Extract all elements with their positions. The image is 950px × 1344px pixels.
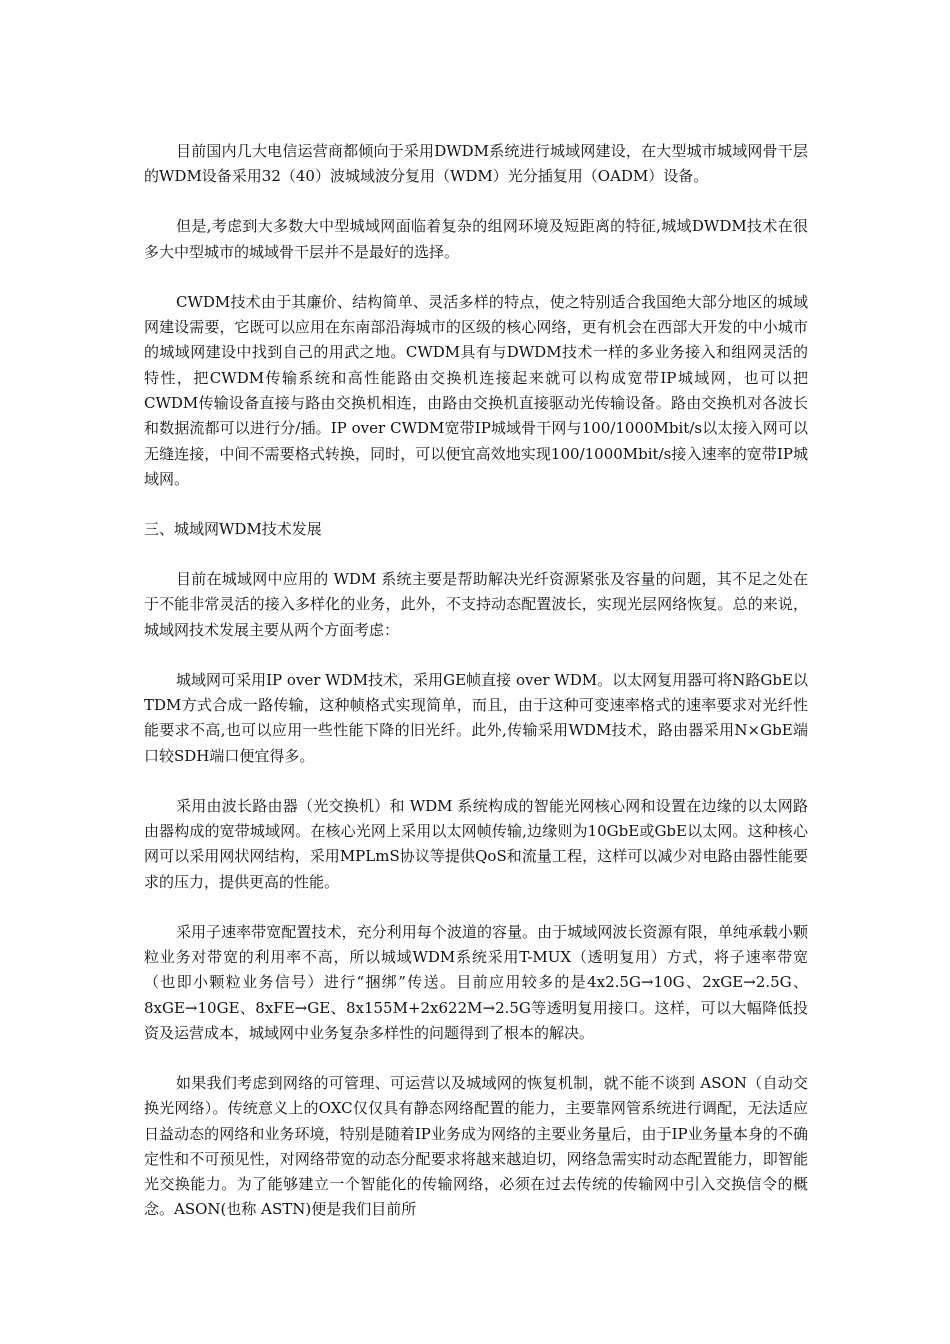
- paragraph-dwdm-adoption: 目前国内几大电信运营商都倾向于采用DWDM系统进行城域网建设，在大型城市城域网骨干层的WDM设备采用32（40）波城域波分复用（WDM）光分插复用（OADM）设备。: [144, 142, 808, 186]
- paragraph-wdm-shortcomings: 目前在城域网中应用的 WDM 系统主要是帮助解决光纤资源紧张及容量的问题，其不足之处在于不能非常灵活的接入多样化的业务，此外，不支持动态配置波长，实现光层网络恢复。总的来说，城域网技术发展主要从两个方面考虑：: [144, 570, 808, 639]
- paragraph-wavelength-router: 采用由波长路由器（光交换机）和 WDM 系统构成的智能光网核心网和设置在边缘的以太网路由器构成的宽带城域网。在核心光网上采用以太网帧传输,边缘则为10GbE或GbE以太网。这种核心网可以采用网状网结构，采用MPLmS协议等提供QoS和流量工程，这样可以减少对电路由器性能要求的压力，提供更高的性能。: [144, 796, 808, 891]
- paragraph-subrate-bandwidth: 采用子速率带宽配置技术，充分利用每个波道的容量。由于城域网波长资源有限，单纯承载小颗粒业务对带宽的利用率不高，所以城域WDM系统采用T-MUX（透明复用）方式，将子速率带宽（也即小颗粒业务信号）进行“捆绑”传送。目前应用较多的是4x2.5G→10G、2xGE→2.5G、8xGE→10GE、8xFE→GE、8x155M+2x622M→2.5G等透明复用接口。这样，可以大幅降低投资及运营成本，城域网中业务复杂多样性的问题得到了根本的解决。: [144, 922, 808, 1042]
- paragraph-ip-over-wdm: 城域网可采用IP over WDM技术，采用GE帧直接 over WDM。以太网复用器可将N路GbE以TDM方式合成一路传输，这种帧格式实现简单，而且，由于这种可变速率格式的速率要求对光纤性能要求不高,也可以应用一些性能下降的旧光纤。此外,传输采用WDM技术，路由器采用N×GbE端口较SDH端口便宜得多。: [144, 670, 808, 765]
- paragraph-cwdm-advantages: CWDM技术由于其廉价、结构简单、灵活多样的特点，使之特别适合我国绝大部分地区的城域网建设需要，它既可以应用在东南部沿海城市的区级的核心网络，更有机会在西部大开发的中小城市的城域网建设中找到自己的用武之地。CWDM具有与DWDM技术一样的多业务接入和组网灵活的特性，把CWDM传输系统和高性能路由交换机连接起来就可以构成宽带IP城域网，也可以把CWDM传输设备直接与路由交换机相连，由路由交换机直接驱动光传输设备。路由交换机对各波长和数据流都可以进行分/插。IP over CWDM宽带IP城域骨干网与100/1000Mbit/s以太接入网可以无缝连接，中间不需要格式转换，同时，可以便宜高效地实现100/1000Mbit/s接入速率的宽带IP城域网。: [144, 292, 808, 488]
- paragraph-dwdm-limitation: 但是,考虑到大多数大中型城域网面临着复杂的组网环境及短距离的特征,城域DWDM技术在很多大中型城市的城域骨干层并不是最好的选择。: [144, 217, 808, 261]
- paragraph-ason: 如果我们考虑到网络的可管理、可运营以及城域网的恢复机制，就不能不谈到 ASON（自动交换光网络）。传统意义上的OXC仅仅具有静态网络配置的能力，主要靠网管系统进行调配，无法适应日益动态的网络和业务环境，特别是随着IP业务成为网络的主要业务量后，由于IP业务量本身的不确定性和不可预见性，对网络带宽的动态分配要求将越来越迫切，网络急需实时动态配置能力，即智能光交换能力。为了能够建立一个智能化的传输网络，必须在过去传统的传输网中引入交换信令的概念。ASON(也称 ASTN)便是我们目前所: [144, 1073, 808, 1219]
- section-heading: 三、城域网WDM技术发展: [144, 519, 322, 538]
- document-body: [144, 139, 808, 1248]
